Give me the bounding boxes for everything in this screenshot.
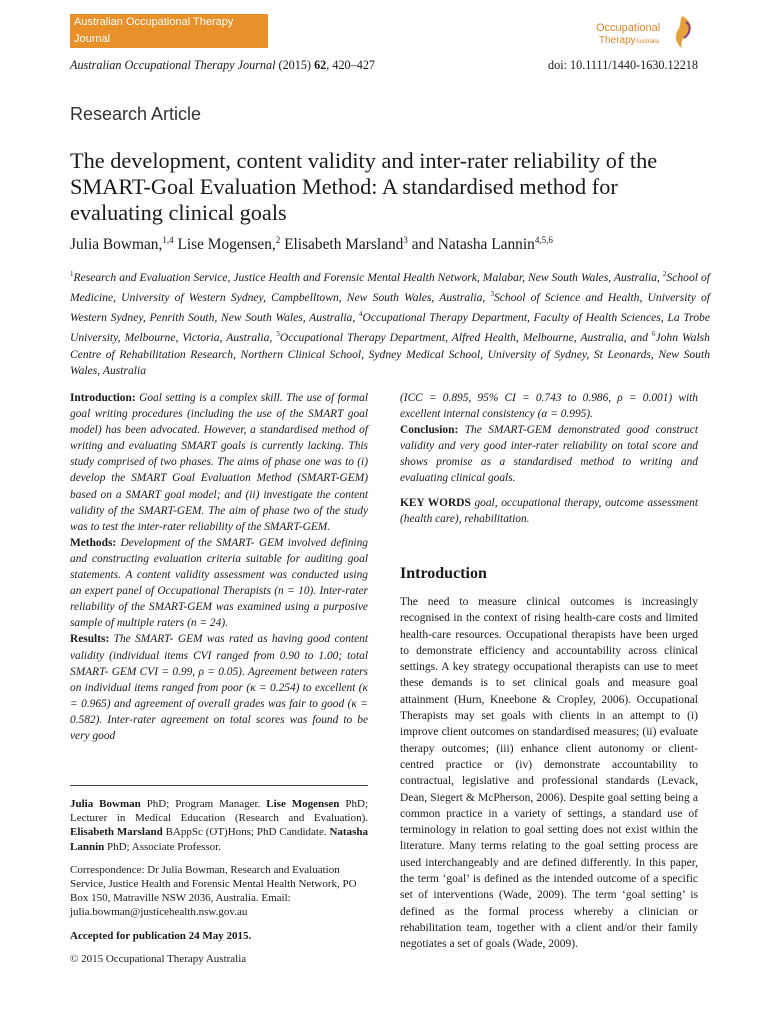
keywords: KEY WORDS goal, occupational therapy, outcome assessment (health care), rehabilitation. <box>400 496 698 525</box>
affiliations: $^1$Research and Evaluation Service, Justice Health and Forensic Mental Health Network, Malabar, New South Wales, Australia, $^2$School of Medicine, University of Western Sydney, Campbelltown, New South Wales, Australia, $^3$School of Science and Health, University of Western Sydney, Penrith South, New South Wales, Australia, $^4$Occupational Therapy Department, Faculty of Health Sciences, La Trobe University, Melbourne, Victoria, Australia, $^5$Occupational Therapy Department, Alfred Health, Melbourne, Australia, and $^6$John Walsh Centre of Rehabilitation Research, Northern Clinical School, Sydney Medical School, University of Sydney, St Leonards, New South Wales, Australia <box>70 270 710 377</box>
section-type: Research Article <box>70 104 202 124</box>
introduction-body: The need to measure clinical outcomes is increasingly recognised in the context of rising health-care costs and limited health-care resources. Occupational therapists have been urged to demonstrate efficiency and accountability across clinical settings. A key strategy occupational therapists can use to meet these demands is to set clinical goals and measure goal attainment (Hurn, Kneebone & Cropley, 2006). Occupational Therapists may set goals with clients in an attempt to (i) improve client outcomes on standardised measures; (ii) evaluate therapy outcomes; (iii) enhance client autonomy or client-centred practice or (iv) demonstrate accountability to contractual, legislative and professional standards (Levack, Dean, Siegert & McPherson, 2006). Despite goal setting being a common practice in a variety of settings, a standard use of terminology in relation to goal setting does not exist within the literature. Many terms relating to the goal setting process are used interchangeably and are defined differently. In this paper, the term ‘goal’ is defined as the intended outcome of a specific set of interventions (Wade, 2009). The term ‘goal setting’ is defined as the formal process whereby a clinician or rehabilitation team, together with a client and/or their family negotiates a set of goals (Wade, 2009). <box>400 596 698 951</box>
correspondence: Correspondence: Dr Julia Bowman, Research and Evaluation Service, Justice Health and Forensic Mental Health Network, PO Box 150, Matraville NSW 2036, Australia. Email: julia.bowman@justicehealth.nsw.gov.au <box>70 863 357 919</box>
footnote-divider <box>70 785 368 786</box>
journal-banner-line1: Australian Occupational Therapy <box>74 16 234 28</box>
ota-logo <box>596 14 696 54</box>
abstract-methods: Methods: Development of the SMART- GEM involved defining and constructing evaluation criteria suitable for auditing goal statements. A content validity assessment was conducted using an expert panel of Occupational Therapists (n = 10). Inter-rater reliability of the SMART-GEM was examined using a purposive sample of multiple raters (n = 24). <box>70 536 368 630</box>
doi: doi: 10.1111/1440-1630.12218 <box>548 58 698 72</box>
bird-logo-icon <box>668 14 696 54</box>
logo-line1: Occupational <box>596 22 661 34</box>
author-list: Julia Bowman,$^{1,4}$ Lise Mogensen,$^2$ Elisabeth Marsland$^3$ and Natasha Lannin$^{4,5,6}$ <box>70 235 553 254</box>
footnotes <box>70 797 368 975</box>
abstract-left <box>70 390 368 744</box>
abstract-right <box>400 390 698 527</box>
abstract-conclusion: Conclusion: The SMART-GEM demonstrated good construct validity and very good inter-rater reliability on total score and shows promise as a standardised method to writing and evaluating clinical goals. <box>400 424 698 485</box>
author: Julia Bowman, <box>70 236 163 254</box>
author: Lise Mogensen, <box>173 236 276 254</box>
author: Elisabeth Marsland <box>280 236 404 254</box>
abstract-results-cont: (ICC = 0.895, 95% CI = 0.743 to 0.986, ρ = 0.001) with excellent internal consistency (α = 0.995). <box>400 392 698 421</box>
copyright: © 2015 Occupational Therapy Australia <box>70 952 247 965</box>
journal-banner <box>70 14 268 48</box>
author-details: Julia Bowman PhD; Program Manager. Lise Mogensen PhD; Lecturer in Medical Education (Research and Evaluation). Elisabeth Marsland BAppSc (OT)Hons; PhD Candidate. Natasha Lannin PhD; Associate Professor. <box>70 798 368 853</box>
journal-banner-line2: Journal <box>74 33 111 45</box>
citation: Australian Occupational Therapy Journal (2015) 62, 420–427 <box>70 58 376 72</box>
abstract-results: Results: The SMART- GEM was rated as having good content validity (individual items CVI ranged from 0.90 to 1.00; total SMART- GEM CVI = 0.99, ρ = 0.05). Agreement between raters on individual items ranged from poor (κ = 0.254) to excellent (κ = 0.965) and agreement of overall grades was fair to good (κ = 0.582). Inter-rater agreement on total scores was found to be very good <box>70 633 368 742</box>
abstract-introduction: Introduction: Goal setting is a complex skill. The use of formal goal writing procedures (including the use of the SMART goal model) has been advocated. However, a standardised method of writing and evaluating SMART goals is currently lacking. This study comprised of two phases. The aims of phase one was to (i) develop the SMART Goal Evaluation Method (SMART-GEM) based on a SMART goal model; and (ii) investigate the content validity of the SMART-GEM. The aim of phase two of the study was to test the inter-rater reliability of the SMART-GEM. <box>70 392 368 533</box>
logo-line2: TherapyAustralia <box>599 35 660 46</box>
article-title: The development, content validity and inter-rater reliability of the SMART-Goal Evaluation Method: A standardised method for evaluating clinical goals <box>70 148 658 225</box>
introduction-heading: Introduction <box>400 565 487 582</box>
author: and Natasha Lannin <box>407 236 535 254</box>
accepted-date: Accepted for publication 24 May 2015. <box>70 929 252 942</box>
